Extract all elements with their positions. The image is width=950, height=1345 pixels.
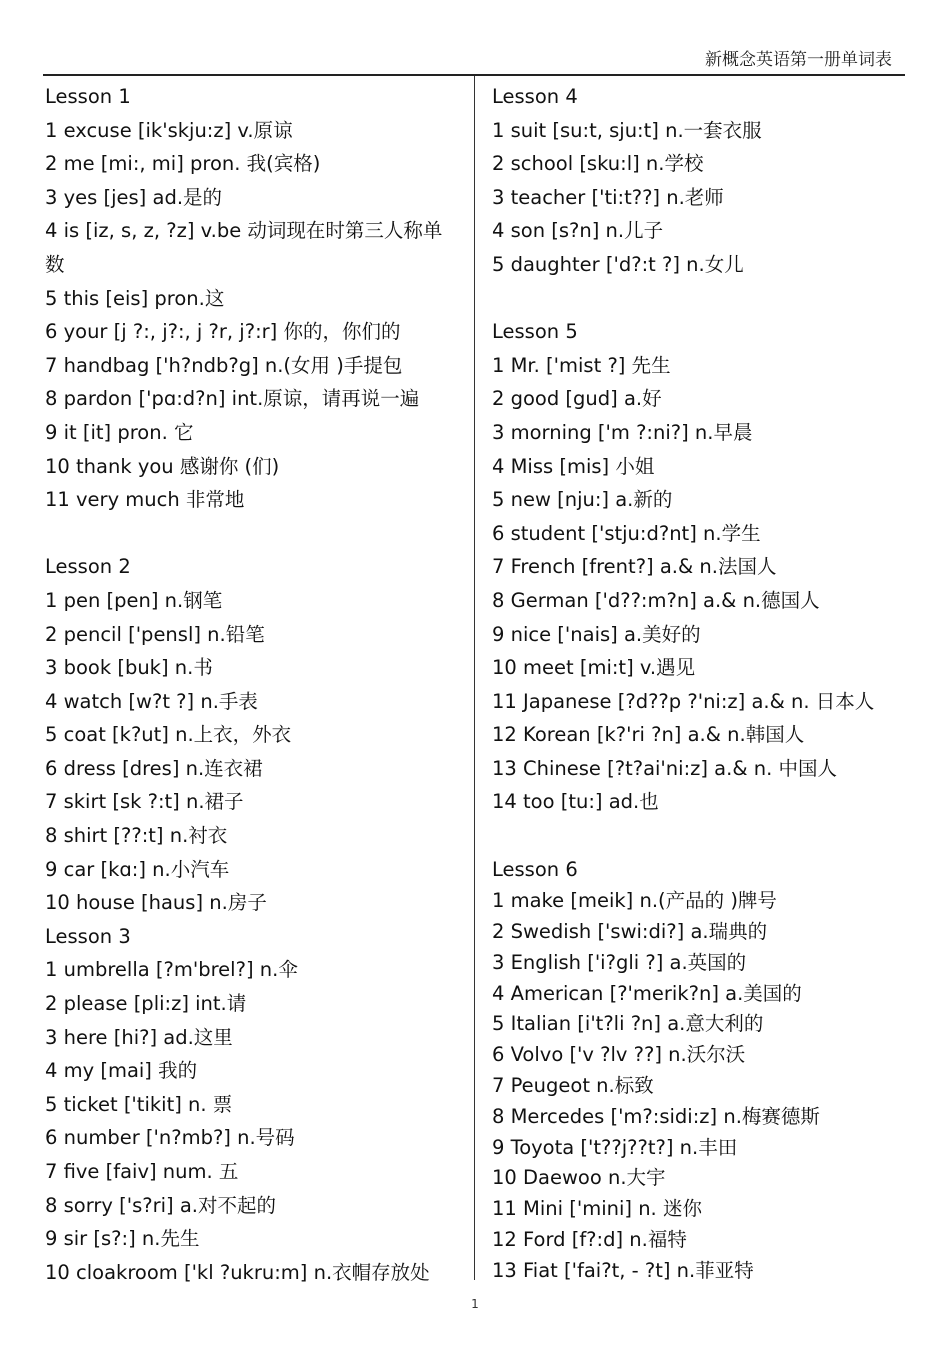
- lesson-heading: Lesson 1: [45, 85, 131, 108]
- lesson-heading: Lesson 4: [492, 85, 578, 108]
- vocab-entry: 13 Chinese [?t?ai'ni:z] a.& n. 中国人: [492, 756, 837, 780]
- lesson-heading: Lesson 3: [45, 924, 131, 948]
- vocab-entry: 4 American [?'merik?n] a.美国的: [492, 981, 802, 1005]
- vocab-entry: 10 Daewoo n.大宇: [492, 1166, 666, 1190]
- vocab-entry: 11 Japanese [?d??p ?'ni:z] a.& n. 日本人: [492, 689, 875, 713]
- vocab-entry: 8 pardon ['pɑ:d?n] int.原谅，请再说一遍: [45, 387, 420, 411]
- vocab-entry: 9 sir [s?:] n.先生: [45, 1227, 200, 1251]
- vocab-entry: 11 very much 非常地: [45, 488, 245, 512]
- vocab-entry: 3 here [hi?] ad.这里: [45, 1025, 233, 1049]
- vocab-entry: 2 good [gud] a.好: [492, 387, 662, 411]
- vocab-entry: 3 teacher ['ti:t??] n.老师: [492, 185, 724, 209]
- vocab-entry: 3 English ['i?gli ?] a.英国的: [492, 950, 747, 974]
- vocab-entry: 3 yes [jes] ad.是的: [45, 185, 223, 209]
- vocab-entry: 2 school [sku:l] n.学校: [492, 152, 704, 176]
- blank-line: [492, 819, 892, 853]
- vocab-entry: 4 is [iz, s, z, ?z] v.be 动词现在时第三人称单数: [45, 219, 443, 276]
- vocab-entry: 10 meet [mi:t] v.遇见: [492, 656, 696, 680]
- vocab-entry: 9 it [it] pron. 它: [45, 420, 194, 444]
- vocab-entry: 5 daughter ['d?:t ?] n.女儿: [492, 252, 744, 276]
- vocab-entry: 1 umbrella [?m'brel?] n.伞: [45, 958, 298, 982]
- vocab-entry: 6 dress [dres] n.连衣裙: [45, 756, 263, 780]
- vocab-entry: 9 nice ['nais] a.美好的: [492, 622, 701, 646]
- vocab-entry: 6 Volvo ['v ?lv ??] n.沃尔沃: [492, 1043, 746, 1067]
- vocab-entry: 5 this [eis] pron.这: [45, 286, 225, 310]
- vocab-entry: 5 coat [k?ut] n.上衣，外衣: [45, 723, 292, 747]
- vocab-entry: 5 ticket ['tikit] n. 票: [45, 1092, 233, 1116]
- page-header-title: 新概念英语第一册单词表: [705, 50, 892, 70]
- vocab-entry: 3 book [buk] n.书: [45, 656, 213, 680]
- vocab-entry: 8 shirt [??:t] n.衬衣: [45, 824, 228, 848]
- vocab-entry: 4 my [mai] 我的: [45, 1059, 198, 1083]
- page-number: 1: [471, 1297, 479, 1311]
- vocab-entry: 7 skirt [sk ?:t] n.裙子: [45, 790, 244, 814]
- vocab-entry: 8 Mercedes ['m?:sidi:z] n.梅赛德斯: [492, 1104, 820, 1128]
- vocab-entry: 4 son [s?n] n.儿子: [492, 219, 664, 243]
- vocab-entry: 6 number ['n?mb?] n.号码: [45, 1126, 295, 1150]
- lesson-heading: Lesson 6: [492, 857, 578, 881]
- vocab-entry: 1 excuse [ik'skju:z] v.原谅: [45, 118, 293, 142]
- vocab-entry: 2 me [mi:, mi] pron. 我(宾格): [45, 152, 321, 176]
- vocab-entry: 10 house [haus] n.房子: [45, 891, 267, 915]
- vocab-entry: 4 watch [w?t ?] n.手表: [45, 689, 258, 713]
- vocab-entry: 1 Mr. ['mist ?] 先生: [492, 353, 671, 377]
- vocab-entry: 11 Mini ['mini] n. 迷你: [492, 1197, 702, 1221]
- vocab-entry: 2 pencil ['pensl] n.铅笔: [45, 622, 265, 646]
- vocab-entry: 7 French [frent?] a.& n.法国人: [492, 555, 777, 579]
- vocab-entry: 3 morning ['m ?:ni?] n.早晨: [492, 420, 753, 444]
- right-column: [492, 80, 892, 1287]
- vocab-entry: 5 new [nju:] a.新的: [492, 488, 673, 512]
- column-divider: [474, 76, 475, 1280]
- vocab-entry: 13 Fiat ['fai?t, - ?t] n.菲亚特: [492, 1258, 754, 1282]
- lesson-heading: Lesson 2: [45, 555, 131, 579]
- blank-line: [492, 282, 892, 316]
- vocab-entry: 12 Korean [k?'ri ?n] a.& n.韩国人: [492, 723, 805, 747]
- vocab-entry: 7 Peugeot n.标致: [492, 1074, 654, 1098]
- vocab-entry: 8 German ['d??:m?n] a.& n.德国人: [492, 588, 820, 612]
- vocab-entry: 12 Ford [f?:d] n.福特: [492, 1228, 687, 1252]
- vocab-entry: 10 cloakroom ['kl ?ukru:m] n.衣帽存放处: [45, 1260, 430, 1284]
- vocab-entry: 1 suit [su:t, sju:t] n.一套衣服: [492, 118, 762, 142]
- vocab-entry: 7 handbag ['h?ndb?g] n.(女用 )手提包: [45, 353, 403, 377]
- vocab-entry: 9 car [kɑ:] n.小汽车: [45, 857, 230, 881]
- left-column: [45, 80, 455, 1289]
- vocab-entry: 6 student ['stju:d?nt] n.学生: [492, 521, 761, 545]
- vocab-entry: 9 Toyota ['t??j??t?] n.丰田: [492, 1135, 738, 1159]
- vocab-entry: 7 five [faiv] num. 五: [45, 1160, 239, 1183]
- vocab-entry: 6 your [j ?:, j?:, j ?r, j?:r] 你的，你们的: [45, 320, 401, 344]
- vocab-entry: 1 pen [pen] n.钢笔: [45, 588, 223, 612]
- vocab-entry: 10 thank you 感谢你 (们): [45, 454, 280, 478]
- vocab-entry: 4 Miss [mis] 小姐: [492, 454, 655, 478]
- vocab-entry: 5 Italian [i't?li ?n] a.意大利的: [492, 1012, 764, 1036]
- blank-line: [45, 517, 455, 551]
- vocab-entry: 2 please [pli:z] int.请: [45, 992, 247, 1016]
- vocab-entry: 1 make [meik] n.(产品的 )牌号: [492, 889, 777, 913]
- vocab-entry: 2 Swedish ['swi:di?] a.瑞典的: [492, 920, 768, 944]
- vocab-entry: 14 too [tu:] ad.也: [492, 790, 659, 814]
- vocab-entry: 8 sorry ['s?ri] a.对不起的: [45, 1193, 276, 1217]
- lesson-heading: Lesson 5: [492, 320, 578, 344]
